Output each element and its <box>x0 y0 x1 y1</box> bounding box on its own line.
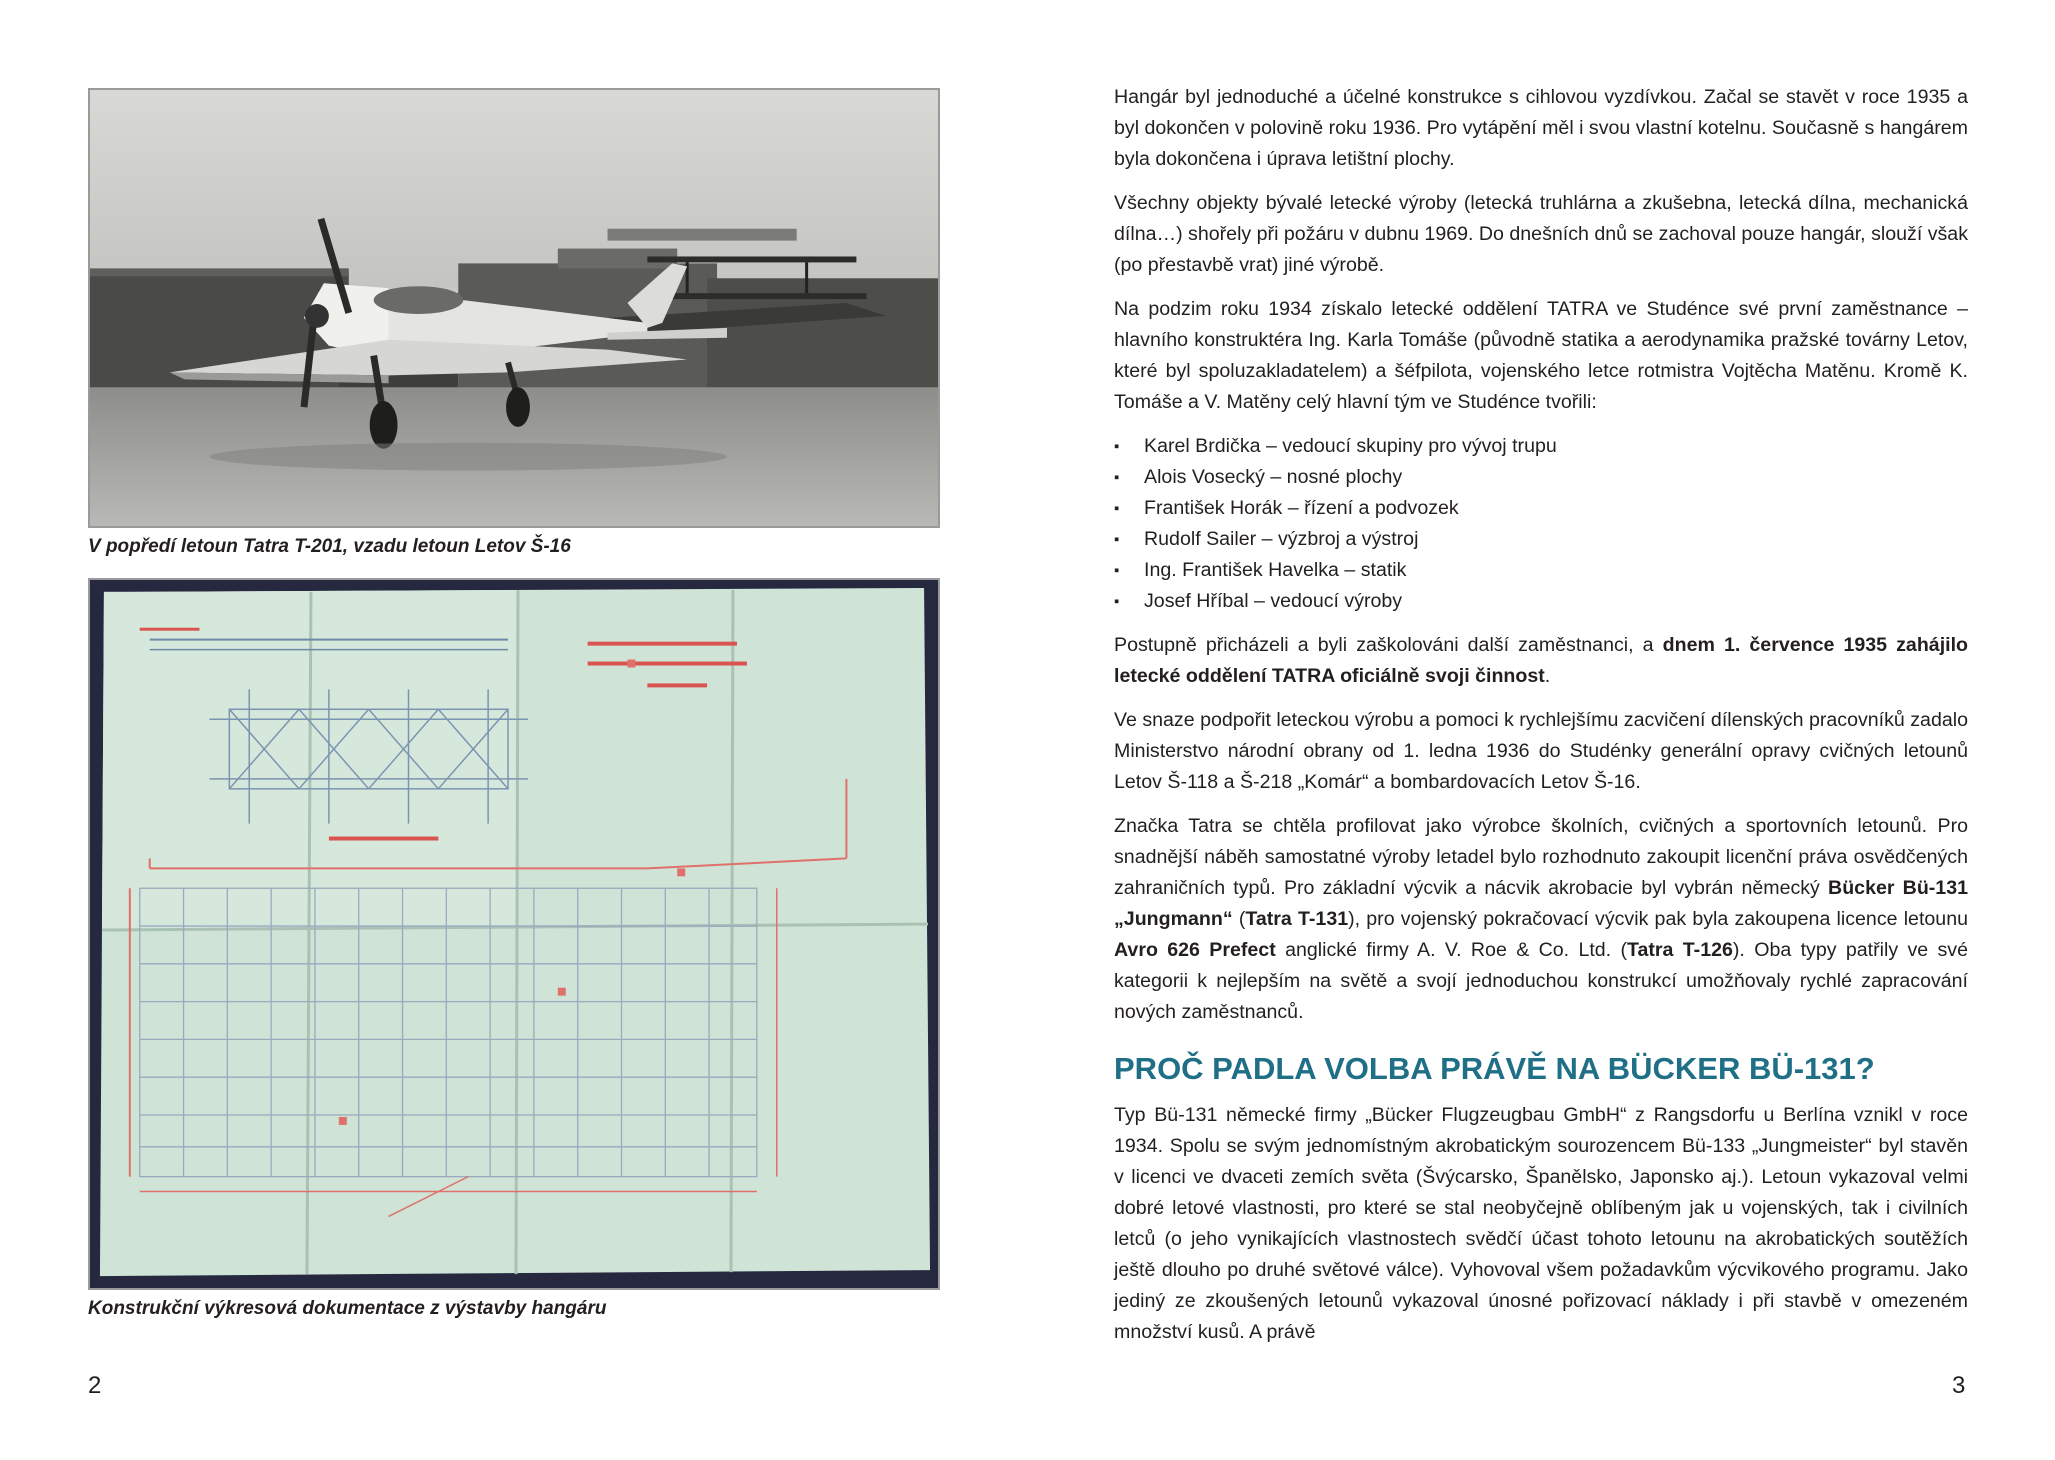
paragraph-bucker: Typ Bü-131 německé firmy „Bücker Flugzeugbau GmbH“ z Rangsdorfu u Berlína vznikl v roce 1934. Spolu se svým jednomístným akrobatickým sourozencem Bü-133 „Jungmeister“ byl stavěn v licenci ve dvaceti zemích světa (Švýcarsko, Španělsko, Japonsko aj.). Letoun vykazoval velmi dobré letové vlastnosti, pro které se stal neobyčejně oblíbeným jak u vojenských, tak i civilních letců (o jeho vynikajících vlastnostech svědčí účast tohoto letounu na akrobatických soutěžích ještě dlouho po druhé světové válce). Vyhovoval všem požadavkům výcvikového programu. Jako jediný ze zkoušených letounů vykazoval únosné pořizovací náklady i při stavbě v omezeném množství kusů. A právě <box>1114 1104 1968 1343</box>
text: ), pro vojenský pokračovací výcvik pak byla zakoupena licence letounu <box>1348 908 1968 930</box>
team-list <box>1114 431 1968 617</box>
text: . <box>1544 665 1551 687</box>
paragraph-staff: Na podzim roku 1934 získalo letecké oddělení TATRA ve Studénce své první zaměstnance – hlavního konstruktéra Ing. Karla Tomáše (původně statika a aerodynamika pražské továrny Letov, které byl spoluzakladatelem) a šéfpilota, vojenského letce rotmistra Vojtěcha Matěnu. Kromě K. Tomáše a V. Matěny celý hlavní tým ve Studénce tvořili: <box>1114 298 1968 413</box>
text: Značka Tatra se chtěla profilovat jako výrobce školních, cvičných a sportovních letounů. Pro snadnější náběh samostatné výroby letadel bylo rozhodnuto zakoupit licenční práva osvědčených zahraničních typů. Pro základní výcvik a nácvik akrobacie byl vybrán německý <box>1114 815 1968 899</box>
photo-caption: V popředí letoun Tatra T-201, vzadu letoun Letov Š-16 <box>88 536 571 557</box>
list-item: ▪ Karel Brdička – vedoucí skupiny pro vývoj trupu <box>1114 431 1968 462</box>
page-number-left: 2 <box>88 1372 102 1399</box>
bold-text: Tatra T-131 <box>1245 908 1349 930</box>
list-item: ▪ Josef Hříbal – vedoucí výroby <box>1114 586 1968 617</box>
bold-text: dnem 1. července 1935 zahájilo letecké oddělení TATRA oficiálně svoji činnost <box>1114 634 1968 687</box>
list-item: ▪ Alois Vosecký – nosné plochy <box>1114 462 1968 493</box>
aircraft-photo <box>88 88 940 528</box>
list-item: ▪ Ing. František Havelka – statik <box>1114 555 1968 586</box>
list-item: ▪ František Horák – řízení a podvozek <box>1114 493 1968 524</box>
section-heading: PROČ PADLA VOLBA PRÁVĚ NA BÜCKER BÜ-131? <box>1114 1051 1875 1086</box>
paragraph-fire: Všechny objekty bývalé letecké výroby (letecká truhlárna a zkušebna, letecká dílna, mechanická dílna…) shořely při požáru v dubnu 1969. Do dnešních dnů se zachoval pouze hangár, slouží však (po přestavbě vrat) jiné výrobě. <box>1114 192 1968 276</box>
list-item: ▪ Rudolf Sailer – výzbroj a výstroj <box>1114 524 1968 555</box>
bold-text: Avro 626 Prefect <box>1114 939 1276 961</box>
article-text <box>1114 82 1968 1361</box>
paragraph-licences <box>1114 811 1968 1028</box>
paragraph-hangar: Hangár byl jednoduché a účelné konstrukce s cihlovou vyzdívkou. Začal se stavět v roce 1935 a byl dokončen v polovině roku 1936. Pro vytápění měl i svou vlastní kotelnu. Současně s hangárem byla dokončena i úprava letištní plochy. <box>1114 86 1968 170</box>
page-number-right: 3 <box>1952 1372 1966 1399</box>
paragraph-start <box>1114 630 1968 692</box>
text: Postupně přicházeli a byli zaškolováni další zaměstnanci, a <box>1114 634 1663 656</box>
text: ( <box>1232 908 1246 930</box>
bold-text: Bücker Bü-131 „Jungmann“ <box>1114 877 1968 930</box>
paragraph-repairs: Ve snaze podpořit leteckou výrobu a pomoci k rychlejšímu zacvičení dílenských pracovníků zadalo Ministerstvo národní obrany od 1. ledna 1936 do Studénky generální opravy cvičných letounů Letov Š-118 a Š-218 „Komár“ a bombardovacích Letov Š-16. <box>1114 709 1968 793</box>
text: anglické firmy A. V. Roe & Co. Ltd. ( <box>1275 939 1627 961</box>
text: ). Oba typy patřily ve své kategorii k nejlepším na světě a svojí jednoduchou konstrukcí umožňovaly rychlé zapracování nových zaměstnanců. <box>1114 939 1968 1023</box>
drawing-caption: Konstrukční výkresová dokumentace z výstavby hangáru <box>88 1298 607 1319</box>
bold-text: Tatra T-126 <box>1627 939 1733 961</box>
hangar-drawing <box>88 578 940 1290</box>
